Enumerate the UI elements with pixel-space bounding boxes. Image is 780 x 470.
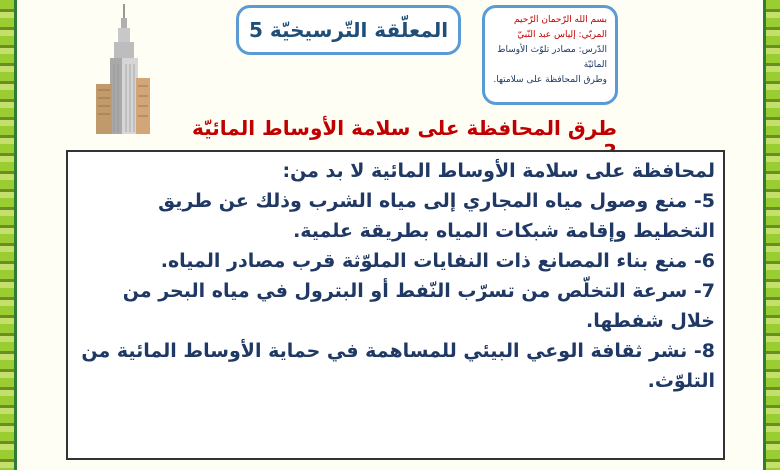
teacher-name: المربّي: إلياس عبد النّبيّ [517,30,607,40]
content-box [66,150,725,460]
content-intro: لمحافظة على سلامة الأوساط المائية لا بد من: [282,160,715,182]
section-subtitle: طرق المحافظة على سلامة الأوساط المائيّة [191,116,617,140]
decorative-border-right [766,0,780,470]
skyscraper-illustration [92,4,152,134]
list-item: 6- منع بناء المصانع ذات النفايات الملوّثة قرب مصادر المياه. [160,250,715,272]
lesson-topic-line2: وطرق المحافظة على سلامتها. [493,75,607,85]
decorative-border-left [0,0,14,470]
list-item: 7- سرعة التخلّص من تسرّب النّفط أو البترول في مياه البحر من خلال شفطها. [122,280,715,332]
basmala-text: بسم الله الرّحمان الرّحيم [514,15,607,25]
lesson-info-box [482,5,618,105]
list-item: 5- منع وصول مياه المجاري إلى مياه الشرب وذلك عن طريق التخطيط وإقامة شبكات المياه بطريقة علمية. [158,190,715,242]
lesson-title: المعلّقة التّرسيخيّة 5 [236,5,461,55]
list-item: 8- نشر ثقافة الوعي البيئي للمساهمة في حماية الأوساط المائية من التلوّث. [81,340,715,392]
lesson-topic-line1: الدّرس: مصادر تلوّث الأوساط المائيّة [497,45,607,70]
